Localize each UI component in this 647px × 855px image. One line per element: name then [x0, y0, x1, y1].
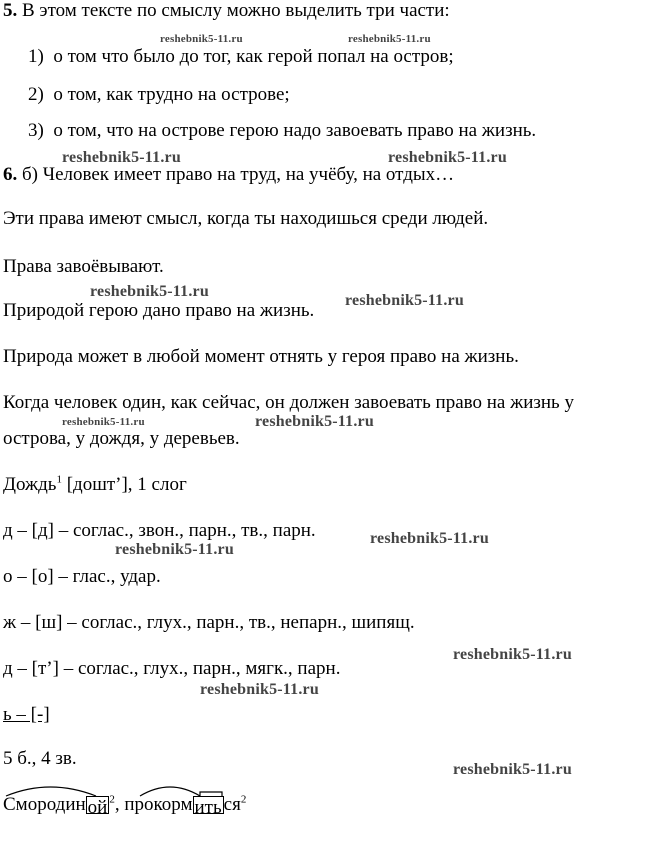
watermark: reshebnik5-11.ru: [90, 283, 209, 300]
watermark: reshebnik5-11.ru: [345, 292, 464, 309]
watermark: reshebnik5-11.ru: [453, 761, 572, 778]
watermark: reshebnik5-11.ru: [62, 416, 145, 428]
task-5-number: 5.: [3, 0, 18, 21]
paragraph: Когда человек один, как сейчас, он должен завоевать право на жизнь у: [3, 392, 574, 413]
paragraph: Природой герою дано право на жизнь.: [3, 300, 315, 321]
separator: ,: [114, 794, 125, 815]
watermark: reshebnik5-11.ru: [62, 149, 181, 166]
task-6-heading: [3, 164, 454, 186]
task-6-text: б) Человек имеет право на труд, на учёбу, на отдых…: [17, 164, 455, 185]
paragraph: острова, у дождя, у деревьев.: [3, 428, 240, 449]
list-item-text: о том, как трудно на острове;: [53, 84, 290, 105]
list-item-text: о том что было до тог, как герой попал на остров;: [53, 46, 454, 67]
watermark: reshebnik5-11.ru: [453, 646, 572, 663]
word-prefix-root: прокорм: [124, 794, 193, 815]
paragraph: Эти права имеют смысл, когда ты находишься среди людей.: [3, 208, 489, 229]
watermark: reshebnik5-11.ru: [115, 541, 234, 558]
list-item: [28, 84, 290, 106]
paragraph: Права завоёвывают.: [3, 256, 164, 277]
watermark: reshebnik5-11.ru: [255, 413, 374, 430]
root-arc: [6, 787, 96, 796]
list-item-number: 2): [28, 84, 44, 105]
analysis-type-mark: 1: [56, 473, 62, 486]
postfix: ся: [223, 794, 241, 815]
watermark: reshebnik5-11.ru: [370, 530, 489, 547]
analysis-type-mark: 2: [240, 793, 247, 806]
task-6-number: 6.: [3, 164, 18, 185]
letter-row: ж – [ш] – соглас., глух., парн., тв., непарн., шипящ.: [3, 612, 415, 633]
analyzed-word: Дождь: [3, 474, 57, 495]
task-5-heading: [3, 0, 450, 22]
ending-box: ой: [87, 797, 108, 818]
transcription: [дошт’], 1 слог: [61, 474, 187, 495]
analysis-type-mark: 2: [109, 793, 115, 806]
phonetic-summary: 5 б., 4 зв.: [3, 748, 77, 769]
suffix-mark: [200, 792, 222, 796]
watermark: reshebnik5-11.ru: [200, 681, 319, 698]
letter-row: ь – [-]: [3, 704, 50, 725]
letter-row: д – [т’] – соглас., глух., парн., мягк., парн.: [3, 658, 341, 679]
list-item-text: о том, что на острове герою надо завоевать право на жизнь.: [53, 120, 537, 141]
root-arcs: [0, 780, 280, 800]
phonetic-heading: [3, 474, 187, 496]
letter-row: д – [д] – соглас., звон., парн., тв., парн.: [3, 520, 316, 541]
list-item: [28, 120, 536, 142]
watermark: reshebnik5-11.ru: [388, 149, 507, 166]
watermark: reshebnik5-11.ru: [160, 33, 243, 45]
letter-row: о – [о] – глас., удар.: [3, 566, 161, 587]
list-item: [28, 46, 454, 68]
list-item-number: 1): [28, 46, 44, 67]
task-5-text: В этом тексте по смыслу можно выделить три части:: [17, 0, 450, 21]
word-root: Смородин: [3, 794, 86, 815]
watermark: reshebnik5-11.ru: [348, 33, 431, 45]
list-item-number: 3): [28, 120, 44, 141]
paragraph: Природа может в любой момент отнять у героя право на жизнь.: [3, 346, 519, 367]
ending-box: ить: [194, 797, 222, 818]
root-arc: [140, 787, 200, 796]
